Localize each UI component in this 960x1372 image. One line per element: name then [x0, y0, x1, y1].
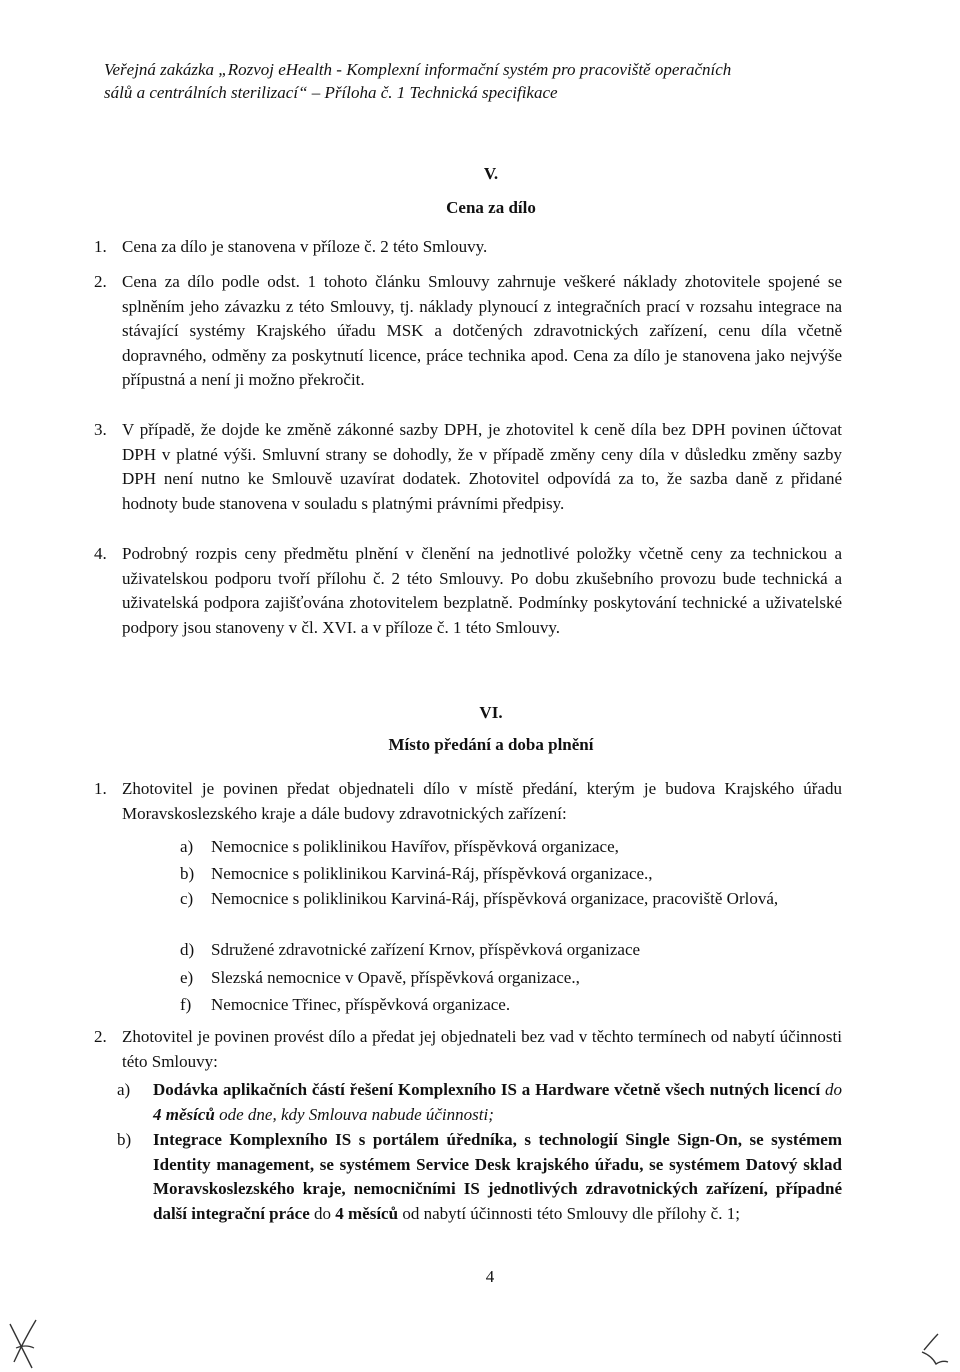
deadline-bold-text: Integrace Komplexního IS s portálem úředníka, s technologií Single Sign-On, se systémem Identity management, se systémem Service Desk krajského úřadu, se systémem Datový sklad Moravskoslezského kraje, nemocničními IS jednotlivých zdravotnických zařízení, případné další integrační práce: [153, 1130, 842, 1223]
item-number: 2.: [94, 272, 107, 291]
document-header: [104, 58, 864, 104]
item-number: 2.: [94, 1027, 107, 1046]
facility-text: Sdružené zdravotnické zařízení Krnov, příspěvková organizace: [211, 940, 641, 959]
deadline-text: [153, 1078, 842, 1127]
section-vi-item-1: [94, 777, 842, 826]
item-text: Cena za dílo podle odst. 1 tohoto článku Smlouvy zahrnuje veškeré náklady zhotovitele spojené se splněním jeho závazku z této Smlouvy, tj. náklady plynoucí z integračních prací v rozsahu integrace na stávající systémy Krajského úřadu MSK a dotčených zdravotnických zařízení, cenu díla včetně dopravného, odměny za poskytnutí licence, práce technika apod. Cena za dílo je stanovena jako nejvýše přípustná a není ji možno překročit.: [122, 272, 842, 389]
section-vi-number: VI.: [479, 703, 503, 722]
handwritten-initial-right: [916, 1330, 956, 1370]
deadline-text: [153, 1128, 842, 1226]
item-number: 1.: [94, 237, 107, 256]
facility-label: e): [180, 968, 194, 987]
page-number: 4: [485, 1267, 495, 1286]
deadline-duration: 4 měsíců: [335, 1203, 399, 1223]
deadline-a: [117, 1078, 842, 1127]
section-v-item-2: [94, 270, 842, 393]
header-line-2: sálů a centrálních sterilizací“ – Příloha č. 1 Technická specifikace: [104, 83, 558, 102]
facility-f: [180, 993, 842, 1018]
item-text: Zhotovitel je povinen provést dílo a předat jej objednateli bez vad v těchto termínech od nabytí účinnosti této Smlouvy:: [122, 1027, 842, 1071]
facility-text: Nemocnice s poliklinikou Havířov, příspěvková organizace,: [211, 837, 619, 856]
handwritten-initial-left: [6, 1318, 46, 1372]
deadline-bold-text: Dodávka aplikačních částí řešení Komplexního IS a Hardware včetně všech nutných licencí: [153, 1080, 821, 1099]
section-vi-item-2: [94, 1025, 842, 1074]
item-number: 1.: [94, 779, 107, 798]
facility-d: [180, 938, 842, 963]
facility-text: Nemocnice s poliklinikou Karviná-Ráj, příspěvková organizace, pracoviště Orlová,: [211, 889, 779, 908]
facility-text: Nemocnice s poliklinikou Karviná-Ráj, příspěvková organizace.,: [211, 864, 653, 883]
item-number: 3.: [94, 420, 107, 439]
facility-text: Nemocnice Třinec, příspěvková organizace.: [211, 995, 511, 1014]
facility-label: b): [180, 864, 195, 883]
deadline-italic-text: ode dne, kdy Smlouva nabude účinnosti;: [214, 1104, 494, 1124]
section-v-item-1: [94, 235, 842, 260]
facility-label: a): [180, 837, 194, 856]
deadline-label: a): [117, 1080, 131, 1099]
facility-label: d): [180, 940, 195, 959]
item-text: Cena za dílo je stanovena v příloze č. 2 této Smlouvy.: [122, 237, 488, 256]
section-v-number: V.: [483, 164, 499, 183]
deadline-duration: 4 měsíců: [153, 1104, 215, 1124]
deadline-italic-text: do: [820, 1080, 842, 1099]
facility-a: [180, 835, 842, 860]
facility-text: Slezská nemocnice v Opavě, příspěvková organizace.,: [211, 968, 580, 987]
item-text: Zhotovitel je povinen předat objednateli dílo v místě předání, kterým je budova Krajského úřadu Moravskoslezského kraje a dále budovy zdravotnických zařízení:: [122, 779, 842, 823]
deadline-label: b): [117, 1130, 132, 1149]
section-v-title: Cena za dílo: [446, 198, 536, 217]
deadline-plain-text: do: [309, 1203, 336, 1223]
item-text: V případě, že dojde ke změně zákonné sazby DPH, je zhotovitel k ceně díla bez DPH povinen účtovat DPH v platné výši. Smluvní strany se dohodly, že v případě změny ceny díla v důsledku změny sazby DPH není nutno ke Smlouvě uzavírat dodatek. Zhotovitel odpovídá za to, že sazba daně z přidané hodnoty bude stanovena v souladu s platnými právními předpisy.: [122, 420, 842, 513]
deadline-b: [117, 1128, 842, 1226]
facility-label: f): [180, 995, 192, 1014]
deadline-plain-text: od nabytí účinnosti této Smlouvy dle přílohy č. 1;: [398, 1203, 740, 1223]
section-v-item-4: [94, 542, 842, 640]
section-vi-title: Místo předání a doba plnění: [388, 735, 594, 754]
facility-b: [180, 862, 842, 887]
item-text: Podrobný rozpis ceny předmětu plnění v členění na jednotlivé položky včetně ceny za technickou a uživatelskou podporu tvoří přílohu č. 2 této Smlouvy. Po dobu zkušebního provozu bude technická a uživatelská podpora zajišťována zhotovitelem bezplatně. Podmínky poskytování technické a uživatelské podpory jsou stanoveny v čl. XVI. a v příloze č. 1 této Smlouvy.: [122, 544, 842, 637]
facility-label: c): [180, 889, 194, 908]
section-v-item-3: [94, 418, 842, 516]
facility-e: [180, 966, 842, 991]
item-number: 4.: [94, 544, 107, 563]
header-line-1: Veřejná zakázka „Rozvoj eHealth - Komplexní informační systém pro pracoviště operačních: [104, 60, 732, 79]
facility-c: [180, 887, 842, 912]
